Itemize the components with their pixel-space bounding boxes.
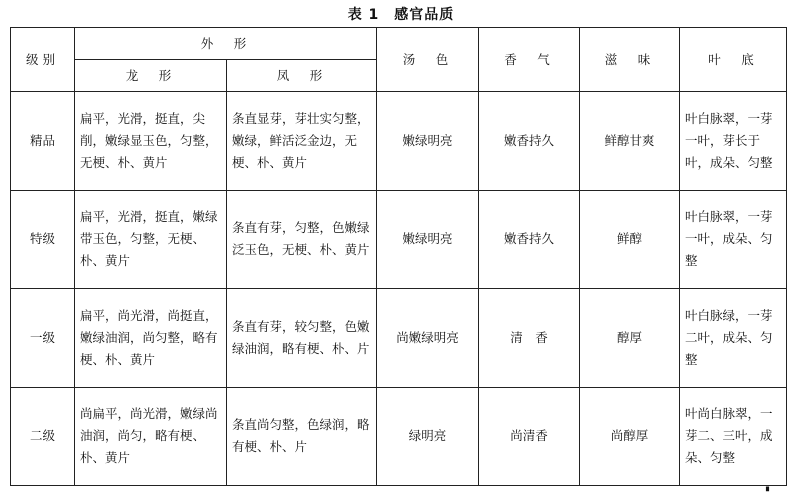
aroma-cell: 嫩香持久 xyxy=(479,92,580,191)
fengxing-cell: 条直尚匀整，色绿润，略有梗、朴、片 xyxy=(227,387,377,486)
header-taste: 滋 味 xyxy=(580,28,680,92)
table-row xyxy=(11,289,787,388)
header-longxing: 龙 形 xyxy=(75,60,227,92)
longxing-cell: 扁平，光滑，挺直，尖削，嫩绿显玉色，匀整，无梗、朴、黄片 xyxy=(75,92,227,191)
fengxing-cell: 条直显芽，芽壮实匀整，嫩绿，鲜活泛金边，无梗、朴、黄片 xyxy=(227,92,377,191)
grade-cell: 精品 xyxy=(11,92,75,191)
infused-leaf-cell: 叶白脉翠，一芽一叶，芽长于叶，成朵、匀整 xyxy=(680,92,787,191)
header-appearance: 外 形 xyxy=(75,28,377,60)
taste-cell: 鲜醇甘爽 xyxy=(580,92,680,191)
fengxing-cell: 条直有芽，匀整，色嫩绿泛玉色，无梗、朴、黄片 xyxy=(227,190,377,289)
longxing-cell: 扁平，尚光滑，尚挺直，嫩绿油润，尚匀整，略有梗、朴、黄片 xyxy=(75,289,227,388)
table-title: 表 1 感官品质 xyxy=(347,7,455,23)
grade-cell: 一级 xyxy=(11,289,75,388)
table-row xyxy=(11,387,787,486)
infused-leaf-cell: 叶尚白脉翠，一芽二、三叶，成朵、匀整 xyxy=(680,387,787,486)
header-grade: 级别 xyxy=(11,28,75,92)
aroma-cell: 尚清香 xyxy=(479,387,580,486)
liquor-color-cell: 嫩绿明亮 xyxy=(377,92,479,191)
aroma-cell: 清 香 xyxy=(479,289,580,388)
header-fengxing: 凤 形 xyxy=(227,60,377,92)
table-row xyxy=(11,92,787,191)
liquor-color-cell: 绿明亮 xyxy=(377,387,479,486)
sensory-quality-table xyxy=(10,27,787,486)
taste-cell: 醇厚 xyxy=(580,289,680,388)
taste-cell: 尚醇厚 xyxy=(580,387,680,486)
longxing-cell: 尚扁平，尚光滑，嫩绿尚油润，尚匀，略有梗、朴、黄片 xyxy=(75,387,227,486)
page-corner-mark: ▘ xyxy=(766,487,773,496)
liquor-color-cell: 尚嫩绿明亮 xyxy=(377,289,479,388)
grade-cell: 二级 xyxy=(11,387,75,486)
taste-cell: 鲜醇 xyxy=(580,190,680,289)
header-liquor-color: 汤 色 xyxy=(377,28,479,92)
liquor-color-cell: 嫩绿明亮 xyxy=(377,190,479,289)
infused-leaf-cell: 叶白脉绿，一芽二叶，成朵、匀整 xyxy=(680,289,787,388)
header-infused-leaf: 叶 底 xyxy=(680,28,787,92)
longxing-cell: 扁平，光滑，挺直，嫩绿带玉色，匀整，无梗、朴、黄片 xyxy=(75,190,227,289)
aroma-cell: 嫩香持久 xyxy=(479,190,580,289)
table-row xyxy=(11,190,787,289)
infused-leaf-cell: 叶白脉翠，一芽一叶，成朵、匀整 xyxy=(680,190,787,289)
grade-cell: 特级 xyxy=(11,190,75,289)
header-aroma: 香 气 xyxy=(479,28,580,92)
fengxing-cell: 条直有芽，较匀整，色嫩绿油润，略有梗、朴、片 xyxy=(227,289,377,388)
